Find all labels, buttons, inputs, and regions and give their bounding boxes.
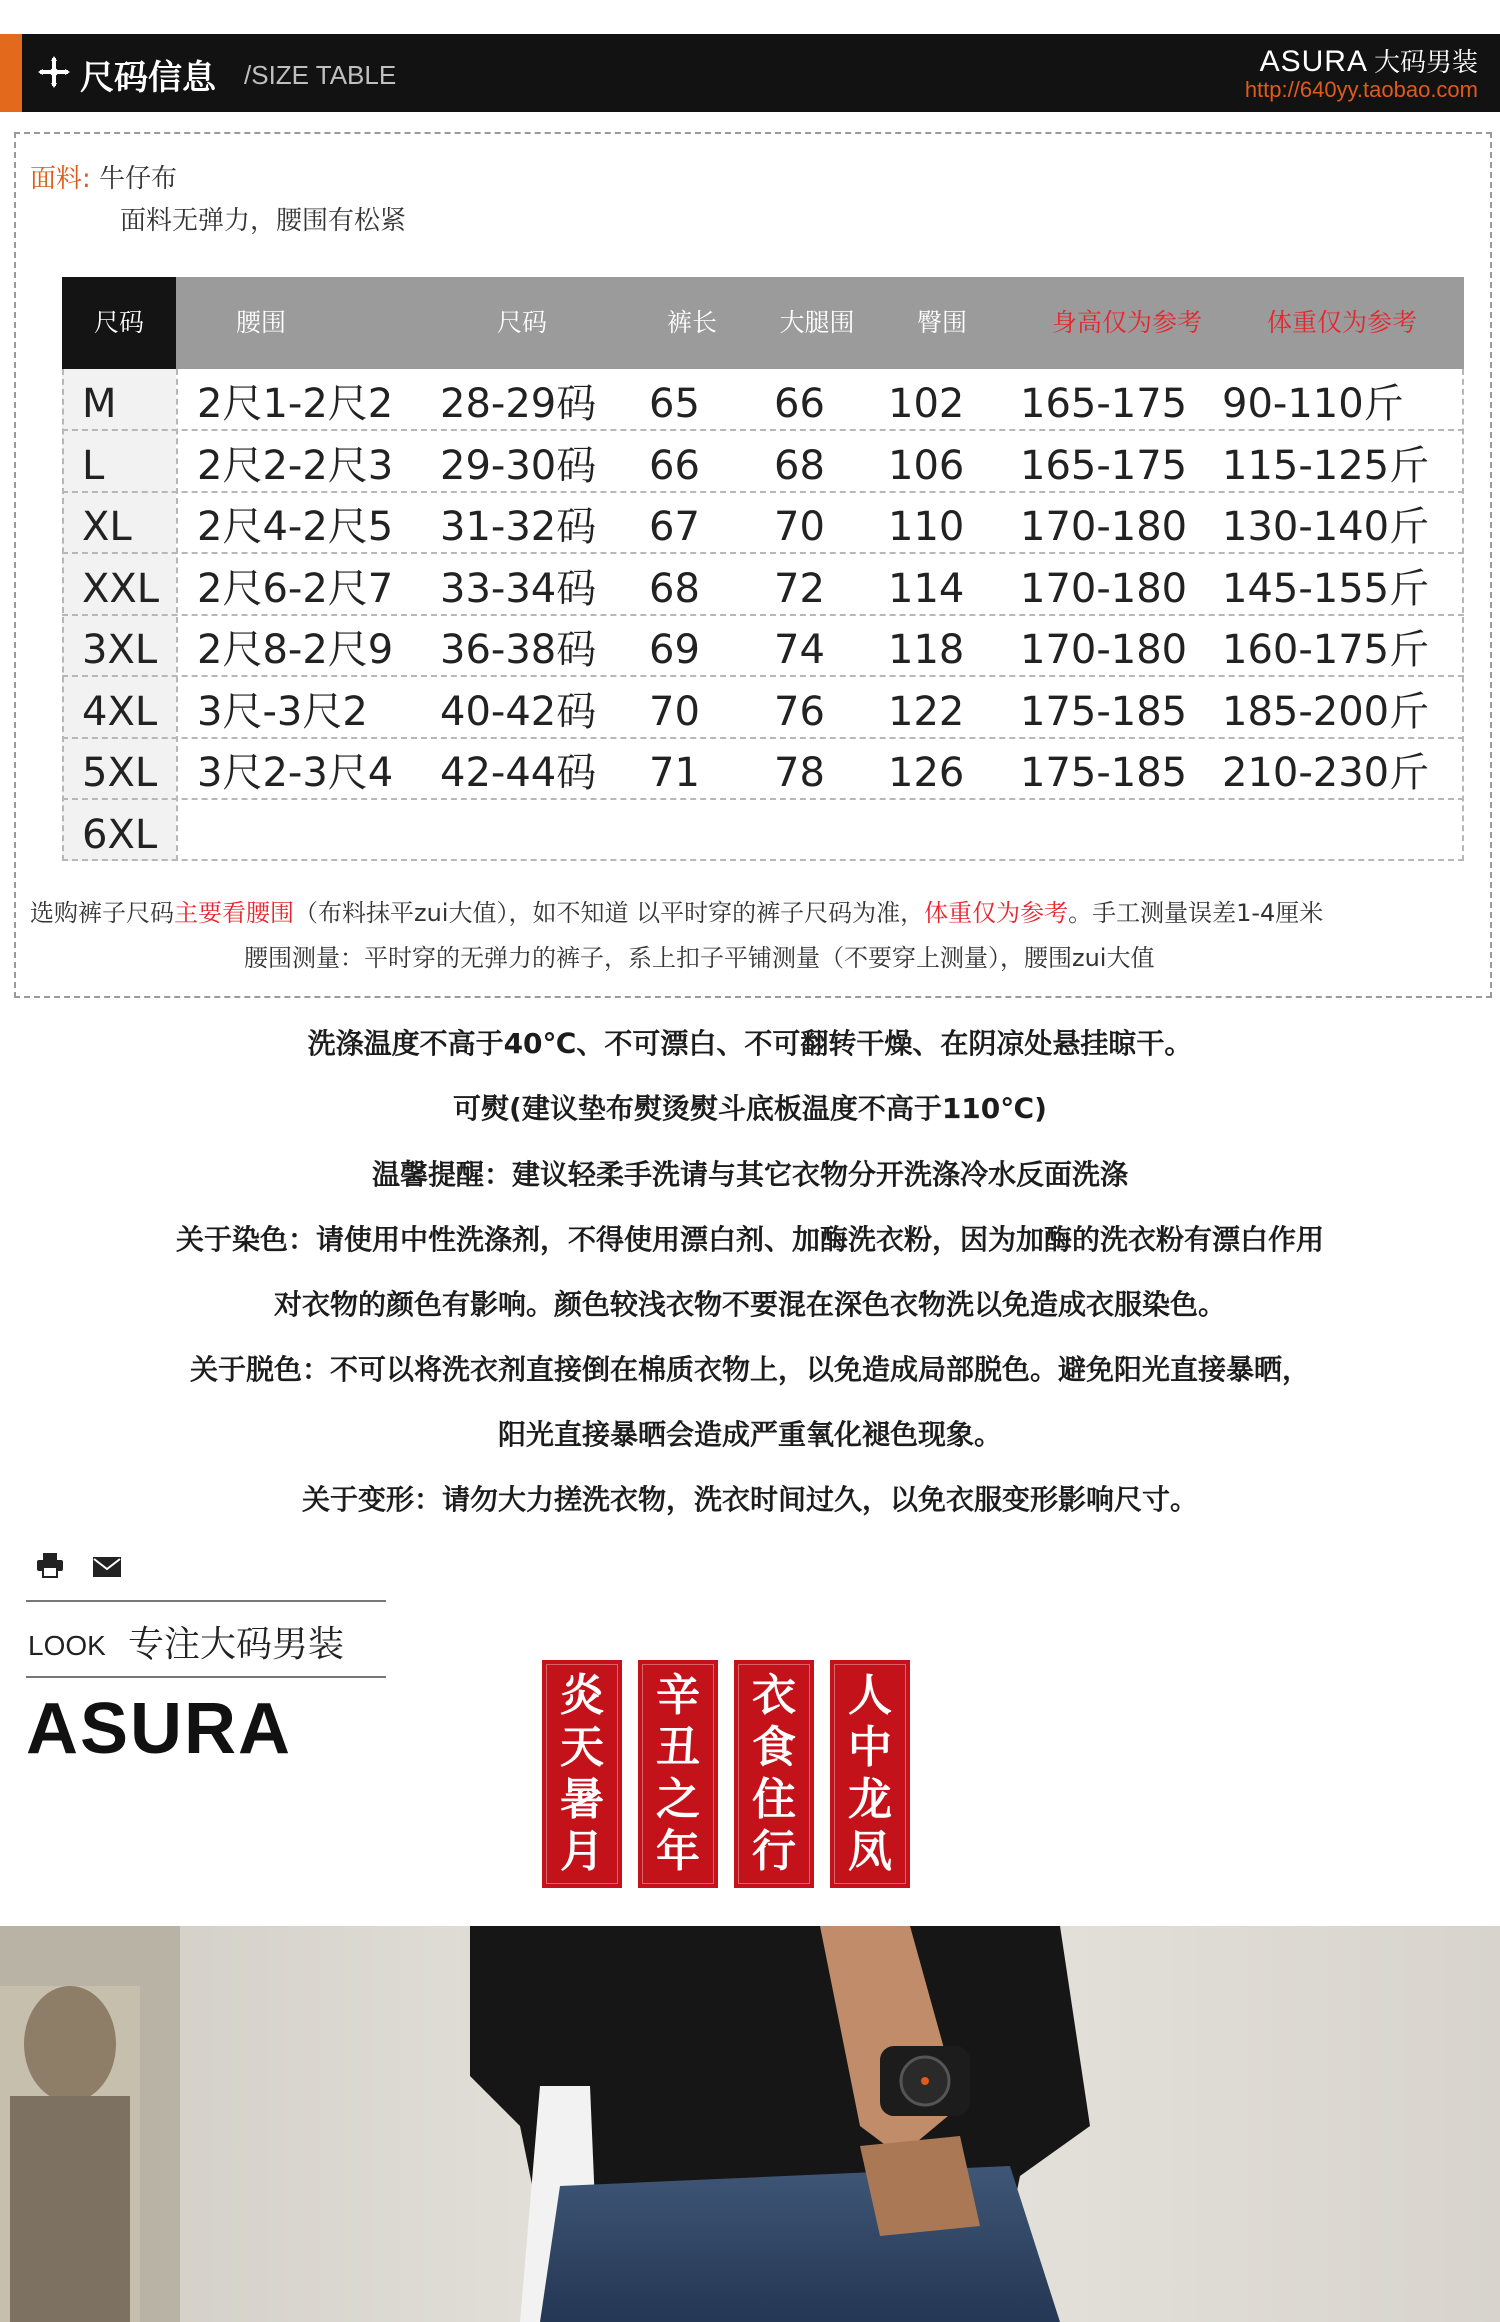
cell-hip: 122 — [888, 688, 965, 735]
print-icon[interactable] — [36, 1552, 64, 1578]
seal-1 — [542, 1660, 622, 1888]
page-title: 尺码信息 — [80, 58, 216, 98]
brand-name: ASURA — [1259, 45, 1368, 78]
cell-length: 65 — [649, 381, 700, 427]
cell-hip: 110 — [888, 504, 965, 550]
th-hip: 臀围 — [916, 308, 967, 337]
th-length: 裤长 — [666, 308, 717, 337]
cell-thigh: 74 — [774, 627, 825, 673]
cell-weight: 90-110斤 — [1222, 381, 1404, 427]
cell-length: 68 — [649, 565, 700, 612]
cell-thigh: 70 — [774, 504, 825, 550]
care-line: 关于变形：请勿大力搓洗衣物，洗衣时间过久，以免衣服变形影响尺寸。 — [301, 1483, 1198, 1516]
cell-size: 6XL — [82, 811, 158, 858]
mail-icon[interactable] — [92, 1556, 122, 1578]
cell-size: XXL — [82, 565, 160, 612]
look-word: LOOK — [28, 1630, 106, 1661]
fabric-note: 面料无弹力，腰围有松紧 — [120, 206, 407, 236]
cell-waist: 2尺1-2尺2 — [197, 381, 394, 427]
cell-code: 29-30码 — [440, 442, 597, 489]
cell-height: 165-175 — [1020, 442, 1188, 489]
care-line: 温馨提醒：建议轻柔手洗请与其它衣物分开洗涤冷水反面洗涤 — [371, 1158, 1128, 1191]
cell-code: 33-34码 — [440, 565, 597, 612]
note-part: 选购裤子尺码 — [30, 899, 174, 927]
note-highlight-weight: 体重仅为参考 — [924, 899, 1069, 927]
cell-hip: 126 — [888, 750, 965, 796]
cell-length: 67 — [649, 504, 700, 550]
note-part: （布料抹平zui大值），如不知道 以平时穿的裤子尺码为准， — [294, 899, 925, 927]
cell-thigh: 68 — [774, 442, 825, 489]
care-line: 对衣物的颜色有影响。颜色较浅衣物不要混在深色衣物洗以免造成衣服染色。 — [273, 1288, 1226, 1321]
table-bottom-edge — [62, 799, 1464, 861]
table-row — [62, 738, 1464, 800]
note-highlight-waist: 主要看腰围 — [174, 899, 294, 927]
cell-height: 165-175 — [1020, 381, 1188, 427]
cell-waist: 3尺-3尺2 — [197, 688, 368, 735]
table-row — [62, 369, 1464, 431]
header-accent-stripe — [0, 34, 22, 112]
cell-size: XL — [82, 504, 132, 550]
cell-hip: 106 — [888, 442, 965, 489]
table-row — [62, 615, 1464, 677]
cell-weight: 115-125斤 — [1222, 442, 1430, 489]
cell-waist: 2尺8-2尺9 — [197, 627, 394, 673]
cell-weight: 130-140斤 — [1222, 504, 1430, 550]
seal-text: 炎天暑月 — [560, 1670, 604, 1877]
cell-code: 31-32码 — [440, 504, 597, 550]
divider-top — [26, 1600, 386, 1602]
cell-height: 170-180 — [1020, 504, 1188, 550]
row-divider — [62, 859, 1464, 861]
seal-3 — [734, 1660, 814, 1888]
seal-4 — [830, 1660, 910, 1888]
cell-weight: 160-175斤 — [1222, 627, 1430, 673]
header-bar — [0, 34, 1500, 112]
cell-size: 4XL — [82, 688, 158, 735]
cross-ornament-icon — [36, 54, 72, 90]
cell-code: 28-29码 — [440, 381, 597, 427]
table-row — [62, 554, 1464, 616]
asura-logo: ASURA — [26, 1689, 293, 1769]
cell-hip: 114 — [888, 565, 965, 612]
care-line: 洗涤温度不高于40℃、不可漂白、不可翻转干燥、在阴凉处悬挂晾干。 — [307, 1027, 1193, 1060]
table-row — [62, 492, 1464, 554]
care-line: 关于染色：请使用中性洗涤剂，不得使用漂白剂、加酶洗衣粉，因为加酶的洗衣粉有漂白作用 — [175, 1223, 1324, 1256]
th-thigh: 大腿围 — [779, 308, 855, 337]
care-line: 阳光直接暴晒会造成严重氧化褪色现象。 — [497, 1418, 1002, 1451]
size-note-line2: 腰围测量：平时穿的无弹力的裤子，系上扣子平铺测量（不要穿上测量），腰围zui大值 — [244, 944, 1155, 972]
th-waist: 腰围 — [235, 308, 286, 337]
th-height: 身高仅为参考 — [1051, 308, 1202, 337]
cell-height: 170-180 — [1020, 565, 1188, 612]
cell-hip: 102 — [888, 381, 965, 427]
note-part: 。手工测量误差1-4厘米 — [1068, 899, 1324, 927]
cell-code: 36-38码 — [440, 627, 597, 673]
th-weight: 体重仅为参考 — [1266, 308, 1417, 337]
cell-waist: 2尺4-2尺5 — [197, 504, 394, 550]
cell-height: 170-180 — [1020, 627, 1188, 673]
cell-waist: 2尺2-2尺3 — [197, 442, 394, 489]
cell-size: 5XL — [82, 750, 158, 796]
cell-length: 66 — [649, 442, 700, 489]
cell-thigh: 66 — [774, 381, 825, 427]
care-line: 可熨(建议垫布熨烫熨斗底板温度不高于110℃) — [453, 1092, 1047, 1125]
cell-size: M — [82, 381, 117, 427]
divider-bottom — [26, 1676, 386, 1678]
table-header — [62, 277, 1464, 369]
fabric-label: 面料: — [30, 164, 91, 194]
care-line: 关于脱色：不可以将洗衣剂直接倒在棉质衣物上，以免造成局部脱色。避免阳光直接暴晒， — [189, 1353, 1310, 1386]
table-row — [62, 431, 1464, 493]
cell-code: 40-42码 — [440, 688, 597, 735]
fabric-value: 牛仔布 — [99, 164, 178, 194]
table-row — [62, 677, 1464, 739]
cell-thigh: 78 — [774, 750, 825, 796]
product-photo-illustration — [0, 1926, 1500, 2322]
cell-size: 3XL — [82, 627, 158, 673]
size-note-line1 — [30, 893, 1323, 928]
cell-size: L — [82, 442, 105, 489]
brand-url-link[interactable]: http://640yy.taobao.com — [1244, 77, 1478, 102]
product-photo — [0, 1926, 1500, 2322]
cell-code: 42-44码 — [440, 750, 597, 796]
fabric-line — [30, 158, 177, 195]
seal-text: 人中龙凤 — [848, 1670, 892, 1877]
cell-waist: 2尺6-2尺7 — [197, 565, 394, 612]
cell-length: 69 — [649, 627, 700, 673]
seal-2 — [638, 1660, 718, 1888]
brand-tagline: 大码男装 — [1373, 48, 1478, 78]
seal-text: 衣食住行 — [752, 1670, 796, 1877]
cell-waist: 3尺2-3尺4 — [197, 750, 394, 796]
cell-length: 71 — [649, 750, 700, 796]
page-subtitle: /SIZE TABLE — [244, 60, 397, 90]
th-size: 尺码 — [62, 277, 176, 369]
cell-height: 175-185 — [1020, 750, 1188, 796]
cell-weight: 210-230斤 — [1222, 750, 1430, 796]
cell-height: 175-185 — [1020, 688, 1188, 735]
cell-length: 70 — [649, 688, 700, 735]
cell-weight: 185-200斤 — [1222, 688, 1430, 735]
seal-text: 辛丑之年 — [656, 1670, 700, 1877]
cell-hip: 118 — [888, 627, 965, 673]
look-tagline: 专注大码男装 — [128, 1624, 345, 1665]
brand-block — [1245, 42, 1478, 103]
th-code: 尺码 — [496, 308, 547, 337]
cell-thigh: 72 — [774, 565, 825, 612]
cell-weight: 145-155斤 — [1222, 565, 1430, 612]
cell-thigh: 76 — [774, 688, 825, 735]
